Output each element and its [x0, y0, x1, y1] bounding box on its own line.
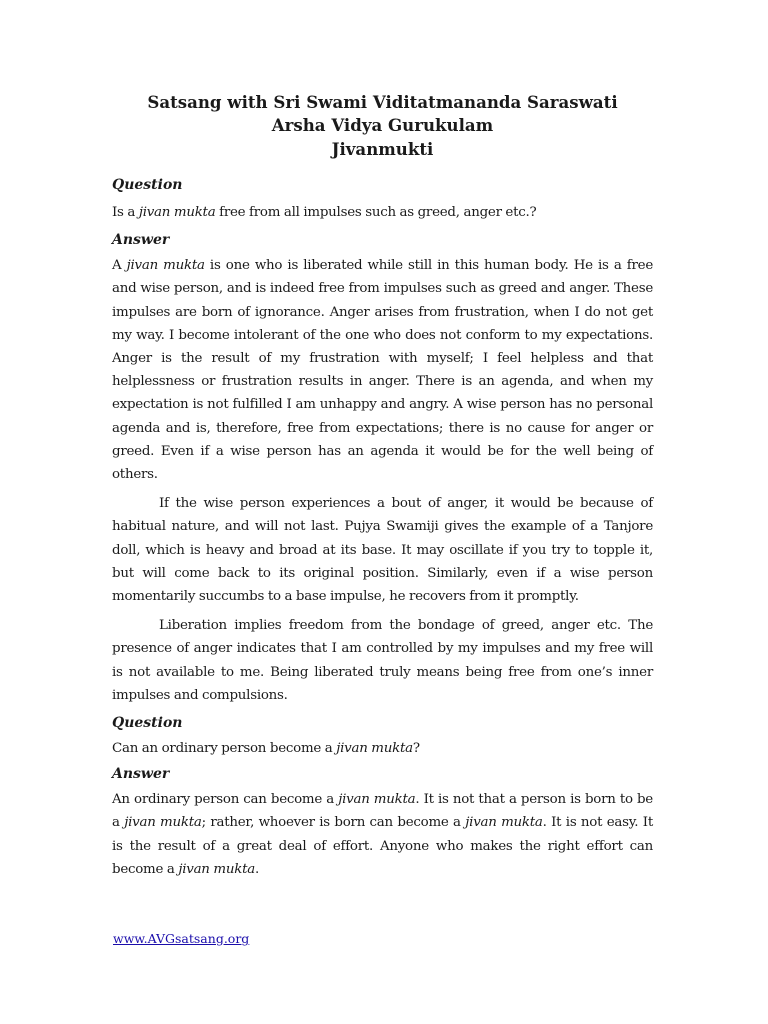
text-span: . It is not that a person is born to be a [112, 792, 653, 831]
answer-paragraph: Liberation implies freedom from the bondage of greed, anger etc. The presence of anger indicates that I am controlled by my impulses and my free will is not available to me. Being liberated truly means being free from one’s inner impulses and compulsions. [112, 618, 653, 703]
text-span: . It is not easy. It is the result of a great deal of effort. Anyone who makes the right effort can become a [112, 815, 653, 877]
text-span: free from all impulses such as greed, anger etc.? [215, 204, 537, 220]
text-span: ? [412, 740, 420, 756]
text-span: ; rather, whoever is born can become a [201, 815, 466, 831]
question-text [112, 201, 653, 224]
question-label: Question [112, 176, 183, 193]
answer-label: Answer [112, 232, 170, 249]
answer-paragraph: If the wise person experiences a bout of anger, it would be because of habitual nature, and will not last. Pujya Swamiji gives the example of a Tanjore doll, which is heavy and broad at its base. It may oscillate if you try to topple it, but will come back to its original position. Similarly, even if a wise person momentarily succumbs to a base impulse, he recovers from it promptly. [112, 496, 653, 604]
text-span: Can an ordinary person become a [112, 740, 337, 756]
question-label: Question [112, 714, 183, 731]
title-line-3: Jivanmukti [331, 138, 434, 159]
document-header [112, 0, 653, 161]
text-span: A [112, 258, 127, 274]
term-italic: jivan mukta [465, 815, 543, 831]
text-span: . [254, 861, 259, 877]
term-italic: jivan mukta [124, 815, 202, 831]
answer-label: Answer [112, 766, 170, 783]
text-span: is one who is liberated while still in this human body. He is a free and wise person, and is indeed free from impulses such as greed and anger. These impulses are born of ignorance. Anger arises from frustration, when I do not get my way. I become intolerant of the one who does not conform to my expectations. Anger is the result of my frustration with myself; I feel helpless and that helplessness or frustration results in anger. There is an agenda, and when my expectation is not fulfilled I am unhappy and angry. A wise person has no personal agenda and is, therefore, free from expectations; there is no cause for anger or greed. Even if a wise person has an agenda it would be for the well being of others. [112, 258, 653, 482]
answer-paragraph [112, 254, 653, 486]
term-italic: jivan mukta [126, 258, 205, 274]
text-span: Is a [112, 204, 139, 220]
website-link[interactable]: www.AVGsatsang.org [113, 931, 250, 946]
text-span: An ordinary person can become a [112, 792, 339, 808]
question-text [112, 737, 653, 760]
term-italic: jivan mukta [338, 792, 416, 808]
term-italic: jivan mukta [138, 204, 216, 220]
title-line-1: Satsang with Sri Swami Viditatmananda Saraswati [147, 92, 618, 112]
term-italic: jivan mukta [178, 861, 255, 877]
title-line-2: Arsha Vidya Gurukulam [271, 115, 494, 136]
term-italic: jivan mukta [336, 740, 413, 756]
answer-paragraph [112, 788, 653, 881]
